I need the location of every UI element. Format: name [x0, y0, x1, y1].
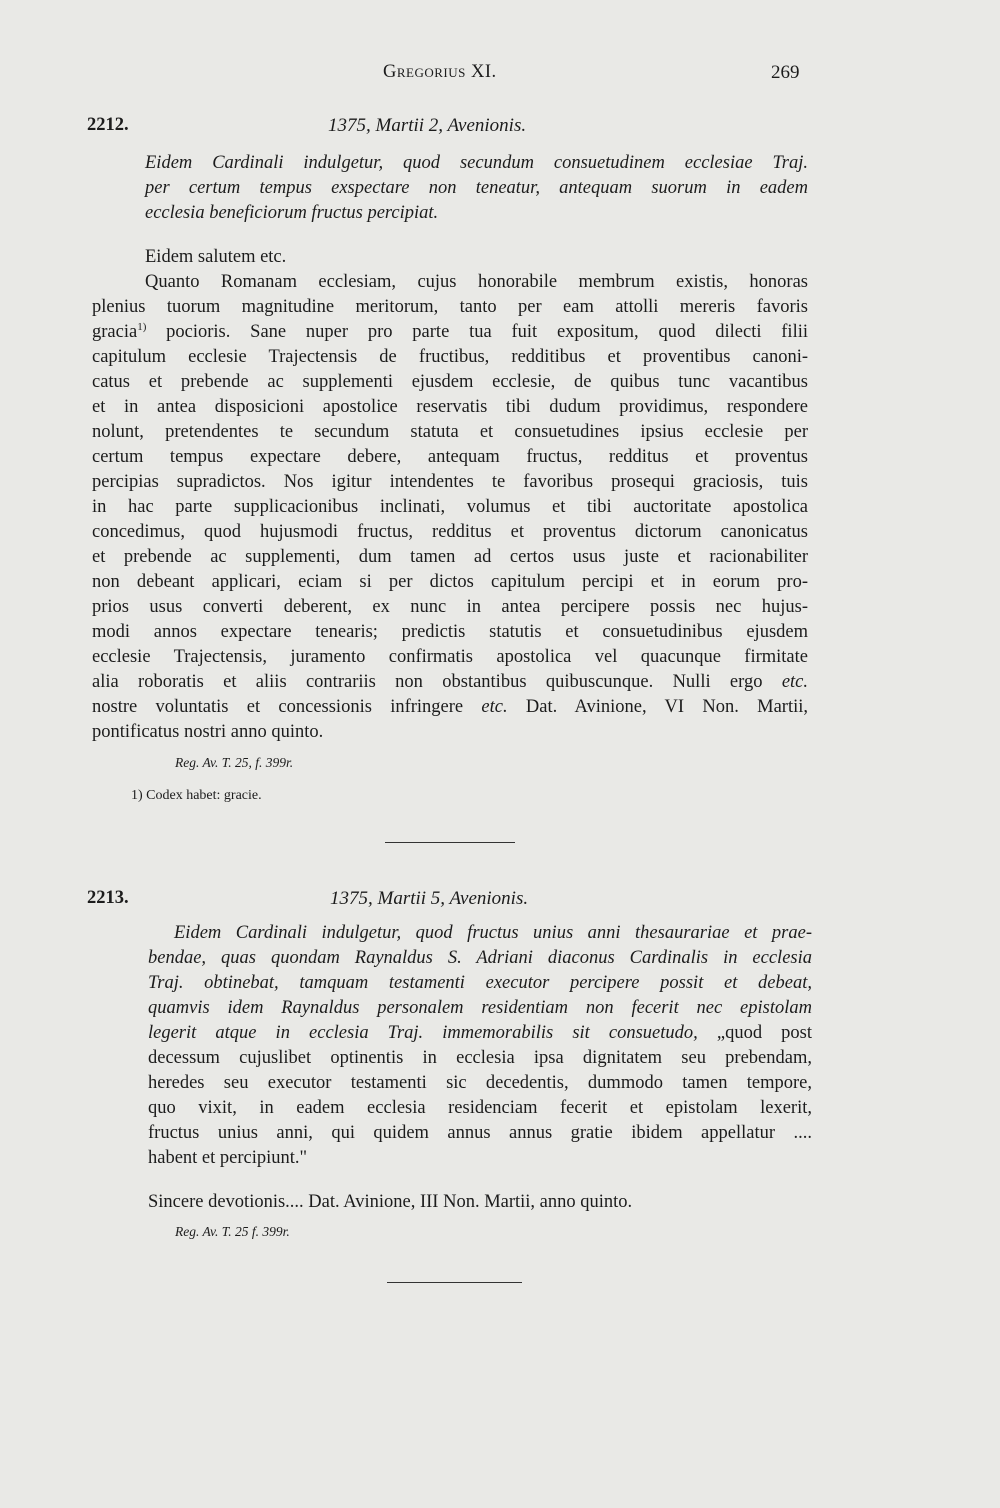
page-number: 269 [771, 62, 800, 83]
quoted-body [148, 1046, 812, 1171]
body-line: et prebende ac supplementi, dum tamen ad certos usus juste et racionabiliter [92, 547, 808, 567]
body-line: alia roboratis et aliis contrariis non obstantibus quibuscunque. Nulli ergo etc. [92, 672, 809, 692]
section-divider [385, 842, 515, 843]
body-line: pontificatus nostri anno quinto. [92, 722, 324, 742]
body-line: fructus unius anni, qui quidem annus annus gratie ibidem appellatur .... [148, 1123, 812, 1143]
summary-line: Eidem Cardinali indulgetur, quod secundum consuetudinem ecclesiae Traj. [145, 153, 808, 173]
footnote: 1) Codex habet: gracie. [131, 788, 262, 803]
closing-line: Sincere devotionis.... Dat. Avinione, III Non. Martii, anno quinto. [148, 1192, 633, 1212]
body-line: prios usus converti deberent, ex nunc in antea percipere possis nec hujus- [92, 597, 808, 617]
entry-date: 1375, Martii 2, Avenionis. [328, 115, 527, 136]
body-line: in hac parte supplicacionibus inclinati, volumus et tibi auctoritate apostolica [92, 497, 808, 517]
body-line: et in antea disposicioni apostolice reservatis tibi dudum providimus, respondere [92, 397, 808, 417]
running-title: Gregorius XI. [383, 62, 497, 82]
body-line: decessum cujuslibet optinentis in ecclesia ipsa dignitatem seu prebendam, [148, 1048, 812, 1068]
summary-line: legerit atque in ecclesia Traj. immemorabilis sit consuetudo, „quod post [148, 1023, 812, 1043]
body-line: catus et prebende ac supplementi ejusdem ecclesie, de quibus tunc vacantibus [92, 372, 808, 392]
body-line: plenius tuorum magnitudine meritorum, tanto per eam attolli mereris favoris [92, 297, 808, 317]
entry-number: 2212. [87, 115, 129, 135]
body-line: habent et percipiunt." [148, 1148, 308, 1168]
entry-summary [145, 151, 808, 226]
body-line: nolunt, pretendentes te secundum statuta et consuetudines ipsius ecclesie per [92, 422, 808, 442]
body-line: certum tempus expectare debere, antequam fructus, redditus et proventus [92, 447, 808, 467]
section-divider [387, 1282, 522, 1283]
summary-line: Traj. obtinebat, tamquam testamenti executor percipere possit et debeat, [148, 973, 812, 993]
body-line: percipias supradictos. Nos igitur intendentes te favoribus prosequi graciosis, tuis [92, 472, 808, 492]
body-line: heredes seu executor testamenti sic decedentis, dummodo tamen tempore, [148, 1073, 812, 1093]
letter-body [92, 270, 808, 745]
register-reference: Reg. Av. T. 25, f. 399r. [175, 755, 294, 770]
body-line: nostre voluntatis et concessionis infringere etc. Dat. Avinione, VI Non. Martii, [92, 697, 809, 717]
body-line: ecclesie Trajectensis, juramento confirmatis apostolica vel quacunque firmitate [92, 647, 808, 667]
summary-line: ecclesia beneficiorum fructus percipiat. [145, 203, 439, 223]
body-line: capitulum ecclesie Trajectensis de fructibus, redditibus et proventibus canoni- [92, 347, 808, 367]
body-line: non debeant applicari, eciam si per dictos capitulum percipi et in eorum pro- [92, 572, 808, 592]
body-line: modi annos expectare tenearis; predictis statutis et consuetudinibus ejusdem [92, 622, 808, 642]
entry-number: 2213. [87, 888, 129, 908]
entry-summary [148, 921, 812, 1046]
entry-date: 1375, Martii 5, Avenionis. [330, 888, 529, 909]
salutation: Eidem salutem etc. [145, 247, 287, 267]
register-reference: Reg. Av. T. 25 f. 399r. [175, 1224, 290, 1239]
summary-line: bendae, quas quondam Raynaldus S. Adriani diaconus Cardinalis in ecclesia [148, 948, 812, 968]
body-line: quo vixit, in eadem ecclesia residenciam fecerit et epistolam lexerit, [148, 1098, 812, 1118]
summary-line: Eidem Cardinali indulgetur, quod fructus unius anni thesaurariae et prae- [174, 923, 812, 943]
footnote-marker: 1) [137, 320, 147, 333]
body-line: concedimus, quod hujusmodi fructus, redditus et proventus dictorum canonicatus [92, 522, 808, 542]
summary-line: per certum tempus exspectare non teneatur, antequam suorum in eadem [145, 178, 808, 198]
summary-line: quamvis idem Raynaldus personalem residentiam non fecerit nec epistolam [148, 998, 812, 1018]
body-line: Quanto Romanam ecclesiam, cujus honorabile membrum existis, honoras [145, 272, 808, 292]
body-line: gracia$^{1)}$ pocioris. Sane nuper pro parte tua fuit expositum, quod dilecti filii [92, 320, 808, 342]
